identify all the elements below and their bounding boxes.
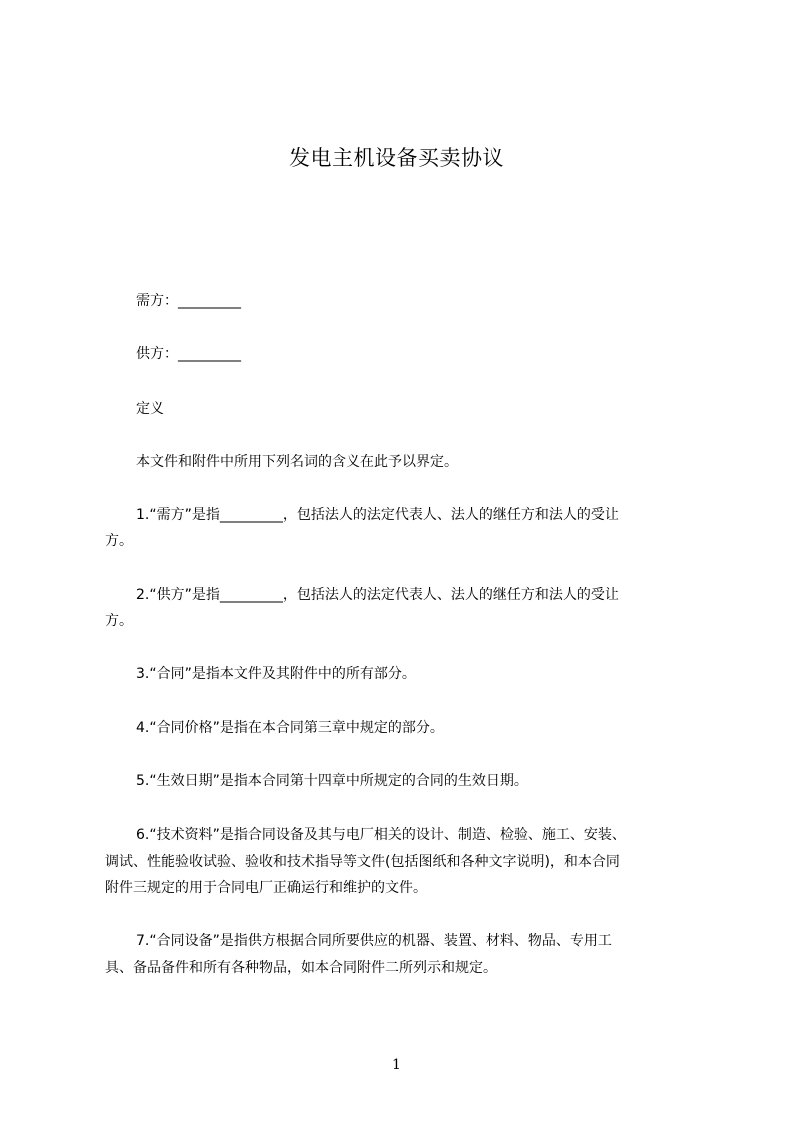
clause-6-line-3: 附件三规定的用于合同电厂正确运行和维护的文件。 (105, 880, 427, 896)
clause-1-line-2: 方。 (105, 533, 133, 549)
clause-2-line-1: 2.“供方”是指_________，包括法人的法定代表人、法人的继任方和法人的受让 (136, 587, 619, 603)
page-number: 1 (392, 1057, 401, 1073)
clause-3-line-1: 3.“合同”是指本文件及其附件中的所有部分。 (136, 666, 416, 682)
clause-6-line-1: 6.“技术资料”是指合同设备及其与电厂相关的设计、制造、检验、施工、安装、 (136, 827, 626, 843)
clause-4-line-1: 4.“合同价格”是指在本合同第三章中规定的部分。 (136, 720, 444, 736)
page-title: 发电主机设备买卖协议 (289, 146, 504, 170)
clause-7-line-2: 具、备品备件和所有各种物品，如本合同附件二所列示和规定。 (105, 960, 497, 976)
clause-6-line-2: 调试、性能验收试验、验收和技术指导等文件(包括图纸和各种文字说明)，和本合同 (105, 854, 620, 870)
definitions-heading: 定义 (136, 401, 164, 417)
clause-5-line-1: 5.“生效日期”是指本合同第十四章中所规定的合同的生效日期。 (136, 773, 528, 789)
clause-7-line-1: 7.“合同设备”是指供方根据合同所要供应的机器、装置、材料、物品、专用工 (136, 933, 612, 949)
definitions-intro: 本文件和附件中所用下列名词的含义在此予以界定。 (136, 454, 458, 470)
buyer-line: 需方：_________ (136, 293, 241, 309)
seller-line: 供方：_________ (136, 346, 241, 362)
clause-2-line-2: 方。 (105, 613, 133, 629)
clause-1-line-1: 1.“需方”是指_________，包括法人的法定代表人、法人的继任方和法人的受让 (136, 507, 619, 523)
